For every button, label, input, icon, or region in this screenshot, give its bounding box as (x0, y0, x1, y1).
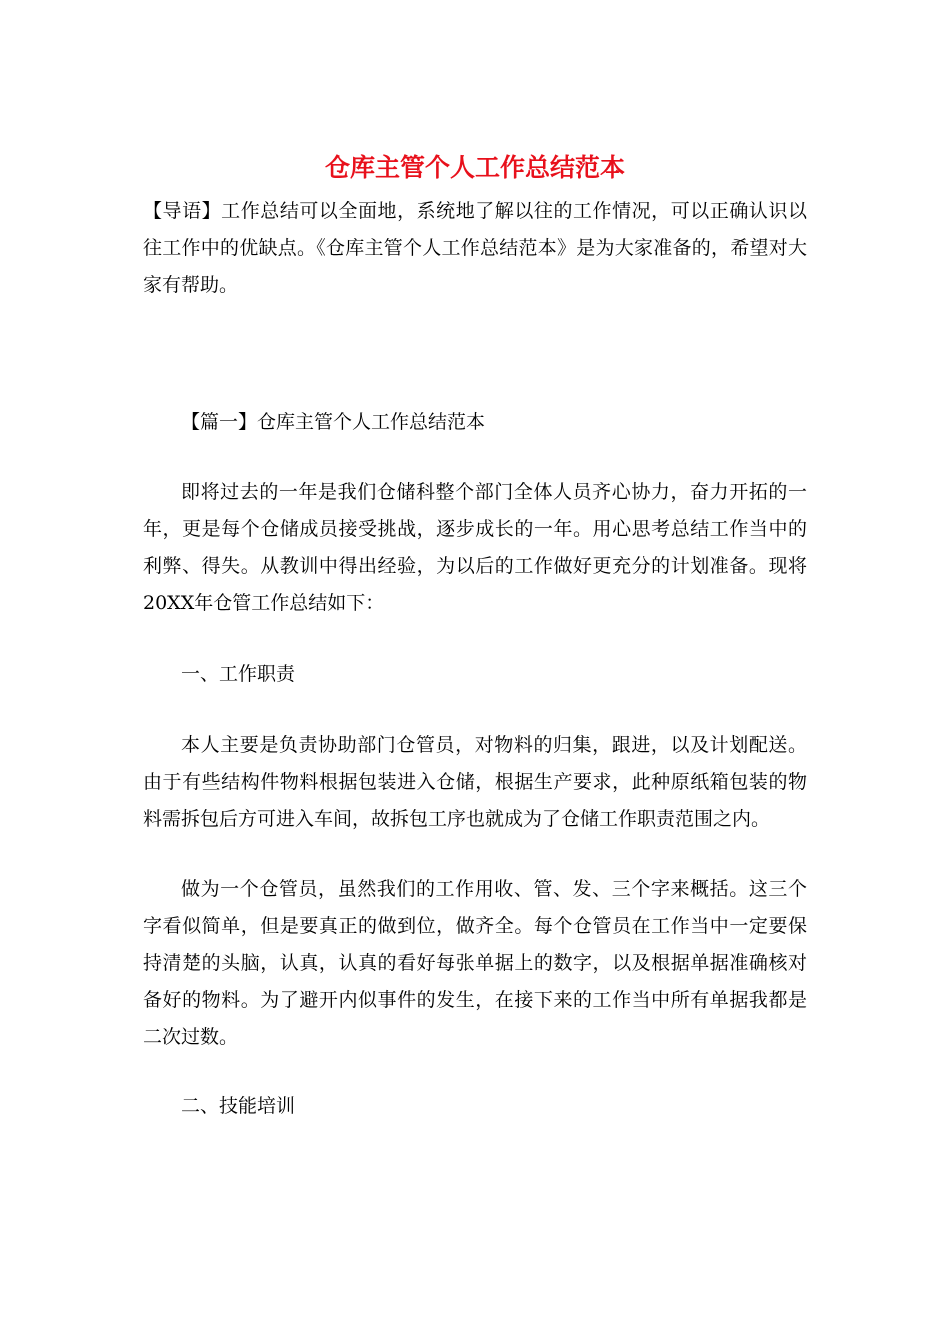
intro-paragraph: 【导语】工作总结可以全面地，系统地了解以往的工作情况，可以正确认识以往工作中的优缺点。《仓库主管个人工作总结范本》是为大家准备的，希望对大家有帮助。 (143, 200, 807, 296)
body-paragraph-1: 即将过去的一年是我们仓储科整个部门全体人员齐心协力，奋力开拓的一年，更是每个仓储成员接受挑战，逐步成长的一年。用心思考总结工作当中的利弊、得失。从教训中得出经验，为以后的工作做好更充分的计划准备。现将20XX年仓管工作总结如下： (143, 481, 807, 614)
section-heading-2: 二、技能培训 (181, 1095, 296, 1117)
section-heading-1: 一、工作职责 (181, 663, 296, 685)
page-title: 仓库主管个人工作总结范本 (324, 153, 625, 182)
section-title: 【篇一】仓库主管个人工作总结范本 (181, 411, 486, 433)
body-paragraph-3: 做为一个仓管员，虽然我们的工作用收、管、发、三个字来概括。这三个字看似简单，但是要真正的做到位，做齐全。每个仓管员在工作当中一定要保持清楚的头脑，认真，认真的看好每张单据上的数字，以及根据单据准确核对备好的物料。为了避开内似事件的发生，在接下来的工作当中所有单据我都是二次过数。 (143, 878, 807, 1048)
body-paragraph-2: 本人主要是负责协助部门仓管员，对物料的归集，跟进，以及计划配送。由于有些结构件物料根据包装进入仓储，根据生产要求，此种原纸箱包装的物料需拆包后方可进入车间，故拆包工序也就成为了仓储工作职责范围之内。 (143, 734, 807, 830)
